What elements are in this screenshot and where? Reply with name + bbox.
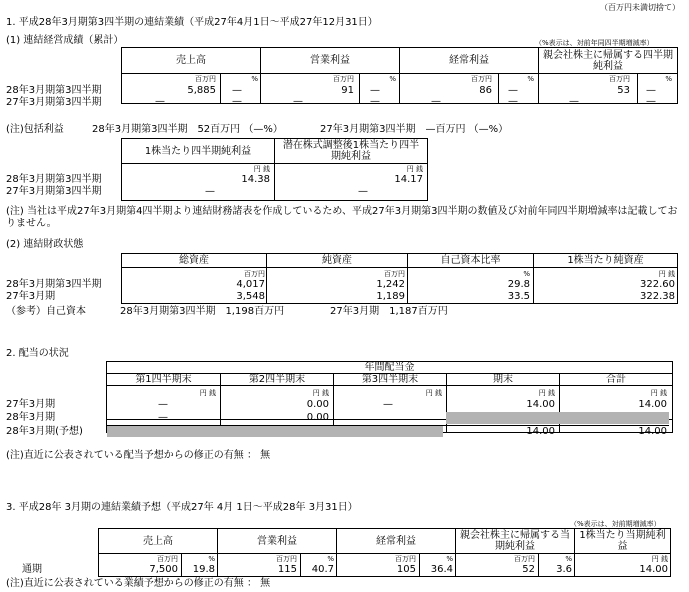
unit-yen-sen: 円 銭 bbox=[658, 270, 675, 278]
header-eps: 1株当たり四半期純利益 bbox=[122, 139, 275, 164]
value-cell: — bbox=[370, 96, 380, 107]
header-q2-end: 第2四半期末 bbox=[221, 374, 334, 386]
disclosure-note: (注) 当社は平成27年3月期第4四半期より連結財務諸表を作成しているため、平成27年3月期第3四半期の数値及び対前年同四半期増減率は記載しておりません。 bbox=[6, 206, 678, 229]
value-cell: 52 bbox=[522, 564, 535, 575]
value-cell: — bbox=[232, 85, 242, 96]
value-cell: 14.00 bbox=[638, 426, 667, 437]
value-cell: — bbox=[431, 96, 441, 107]
row-label: 27年3月期第3四半期 bbox=[6, 186, 102, 197]
header-net-sales: 売上高 bbox=[99, 529, 218, 554]
section1-subtitle: (1) 連結経営成績（累計） bbox=[6, 35, 124, 46]
row-label: 28年3月期第3四半期 bbox=[6, 174, 102, 185]
value-cell: 1,242 bbox=[376, 279, 405, 290]
unit-yen-sen: 円 銭 bbox=[199, 389, 216, 397]
header-net-income-parent: 親会社株主に帰属する四半期純利益 bbox=[539, 48, 678, 74]
value-cell: 7,500 bbox=[149, 564, 178, 575]
forecast-title: 3. 平成28年 3月期の連結業績予想（平成27年 4月 1日～平成28年 3月31日） bbox=[6, 502, 358, 513]
value-cell: — bbox=[158, 412, 168, 423]
header-annual-dividends: 年間配当金 bbox=[107, 362, 673, 374]
header-q1-end: 第1四半期末 bbox=[107, 374, 221, 386]
value-cell: 3.6 bbox=[556, 564, 572, 575]
value-cell: 1,189 bbox=[376, 291, 405, 302]
dividends-title: 2. 配当の状況 bbox=[6, 348, 69, 359]
unit-million-yen: 百万円 bbox=[395, 555, 416, 563]
unit-percent: % bbox=[327, 555, 334, 563]
unit-yen-sen: 円 銭 bbox=[406, 165, 423, 173]
unit-percent: % bbox=[446, 555, 453, 563]
header-bps: 1株当たり純資産 bbox=[534, 254, 678, 268]
value-cell: — bbox=[646, 85, 656, 96]
yen-rounding-note: （百万円未満切捨て） bbox=[600, 3, 680, 12]
value-cell: 115 bbox=[277, 564, 297, 575]
value-cell: 14.00 bbox=[526, 426, 555, 437]
value-cell: — bbox=[155, 96, 165, 107]
unit-percent: % bbox=[523, 270, 530, 278]
unit-million-yen: 百万円 bbox=[609, 75, 630, 83]
section1-title: 1. 平成28年3月期第3四半期の連結業績（平成27年4月1日～平成27年12月31日） bbox=[6, 17, 378, 28]
value-cell: 4,017 bbox=[236, 279, 265, 290]
unit-yen-sen: 円 銭 bbox=[312, 389, 329, 397]
unit-yen-sen: 円 銭 bbox=[651, 555, 668, 563]
unit-percent: % bbox=[565, 555, 572, 563]
financial-position-title: (2) 連結財政状態 bbox=[6, 239, 84, 250]
header-net-sales: 売上高 bbox=[122, 48, 261, 74]
row-label: 27年3月期 bbox=[6, 399, 56, 410]
value-cell: 0.00 bbox=[306, 399, 329, 410]
value-cell: 19.8 bbox=[192, 564, 215, 575]
header-ordinary-income: 経常利益 bbox=[400, 48, 539, 74]
value-cell: 0.00 bbox=[306, 412, 329, 423]
row-label: 27年3月期 bbox=[6, 291, 56, 302]
value-cell: 14.38 bbox=[241, 174, 270, 185]
forecast-percent-note: （%表示は、対前期増減率） bbox=[570, 520, 661, 528]
value-cell: 5,885 bbox=[187, 85, 216, 96]
shaded-cell bbox=[107, 426, 443, 437]
row-label: 28年3月期第3四半期 bbox=[6, 279, 102, 290]
unit-percent: % bbox=[665, 75, 672, 83]
value-cell: — bbox=[358, 186, 368, 197]
value-cell: 86 bbox=[479, 85, 492, 96]
unit-million-yen: 百万円 bbox=[195, 75, 216, 83]
header-q3-end: 第3四半期末 bbox=[334, 374, 447, 386]
header-total-assets: 総資産 bbox=[122, 254, 267, 268]
row-label: 27年3月期第3四半期 bbox=[6, 97, 102, 108]
shaded-cell bbox=[446, 412, 669, 424]
unit-million-yen: 百万円 bbox=[384, 270, 405, 278]
value-cell: 14.00 bbox=[638, 399, 667, 410]
value-cell: 53 bbox=[617, 85, 630, 96]
unit-yen-sen: 円 銭 bbox=[650, 389, 667, 397]
comprehensive-income-current: 28年3月期第3四半期 52百万円 （—%） bbox=[92, 124, 283, 135]
value-cell: 91 bbox=[341, 85, 354, 96]
unit-percent: % bbox=[251, 75, 258, 83]
header-equity-ratio: 自己資本比率 bbox=[408, 254, 534, 268]
equity-reference-label: （参考）自己資本 bbox=[6, 306, 86, 317]
value-cell: 14.00 bbox=[639, 564, 668, 575]
unit-yen-sen: 円 銭 bbox=[253, 165, 270, 173]
equity-reference-current: 28年3月期第3四半期 1,198百万円 bbox=[120, 306, 285, 317]
unit-million-yen: 百万円 bbox=[471, 75, 492, 83]
dividend-revision-note: (注)直近に公表されている配当予想からの修正の有無 ： 無 bbox=[6, 450, 271, 461]
unit-million-yen: 百万円 bbox=[276, 555, 297, 563]
row-label: 通期 bbox=[22, 564, 42, 575]
value-cell: — bbox=[293, 96, 303, 107]
value-cell: — bbox=[383, 399, 393, 410]
unit-percent: % bbox=[527, 75, 534, 83]
header-diluted-eps: 潜在株式調整後1株当たり四半期純利益 bbox=[275, 139, 428, 164]
unit-percent: % bbox=[389, 75, 396, 83]
value-cell: 33.5 bbox=[507, 291, 530, 302]
percent-change-note: （%表示は、対前年同四半期増減率） bbox=[535, 39, 654, 47]
header-eps: 1株当たり当期純利益 bbox=[575, 529, 671, 554]
value-cell: — bbox=[646, 96, 656, 107]
unit-yen-sen: 円 銭 bbox=[425, 389, 442, 397]
unit-percent: % bbox=[208, 555, 215, 563]
row-label: 28年3月期第3四半期 bbox=[6, 85, 102, 96]
value-cell: — bbox=[569, 96, 579, 107]
header-net-income-parent: 親会社株主に帰属する当期純利益 bbox=[456, 529, 575, 554]
value-cell: 14.17 bbox=[394, 174, 423, 185]
header-net-assets: 純資産 bbox=[267, 254, 408, 268]
value-cell: 40.7 bbox=[311, 564, 334, 575]
value-cell: — bbox=[508, 85, 518, 96]
header-fy-end: 期末 bbox=[447, 374, 560, 386]
unit-yen-sen: 円 銭 bbox=[538, 389, 555, 397]
row-label: 28年3月期 bbox=[6, 412, 56, 423]
value-cell: — bbox=[370, 85, 380, 96]
equity-reference-prior: 27年3月期 1,187百万円 bbox=[330, 306, 448, 317]
comprehensive-income-prior: 27年3月期第3四半期 —百万円 （—%） bbox=[320, 124, 509, 135]
value-cell: — bbox=[508, 96, 518, 107]
header-total: 合計 bbox=[560, 374, 673, 386]
unit-million-yen: 百万円 bbox=[157, 555, 178, 563]
value-cell: 29.8 bbox=[507, 279, 530, 290]
value-cell: — bbox=[158, 399, 168, 410]
comprehensive-income-label: (注)包括利益 bbox=[6, 124, 64, 135]
value-cell: 36.4 bbox=[430, 564, 453, 575]
forecast-revision-note: (注)直近に公表されている業績予想からの修正の有無 ： 無 bbox=[6, 578, 271, 589]
unit-million-yen: 百万円 bbox=[244, 270, 265, 278]
value-cell: — bbox=[205, 186, 215, 197]
unit-million-yen: 百万円 bbox=[514, 555, 535, 563]
value-cell: 322.60 bbox=[640, 279, 675, 290]
header-ordinary-income: 経常利益 bbox=[337, 529, 456, 554]
value-cell: 105 bbox=[396, 564, 416, 575]
value-cell: 14.00 bbox=[526, 399, 555, 410]
header-operating-income: 営業利益 bbox=[218, 529, 337, 554]
unit-million-yen: 百万円 bbox=[333, 75, 354, 83]
value-cell: — bbox=[232, 96, 242, 107]
header-operating-income: 営業利益 bbox=[261, 48, 400, 74]
row-label: 28年3月期(予想) bbox=[6, 426, 83, 437]
value-cell: 322.38 bbox=[640, 291, 675, 302]
value-cell: 3,548 bbox=[236, 291, 265, 302]
